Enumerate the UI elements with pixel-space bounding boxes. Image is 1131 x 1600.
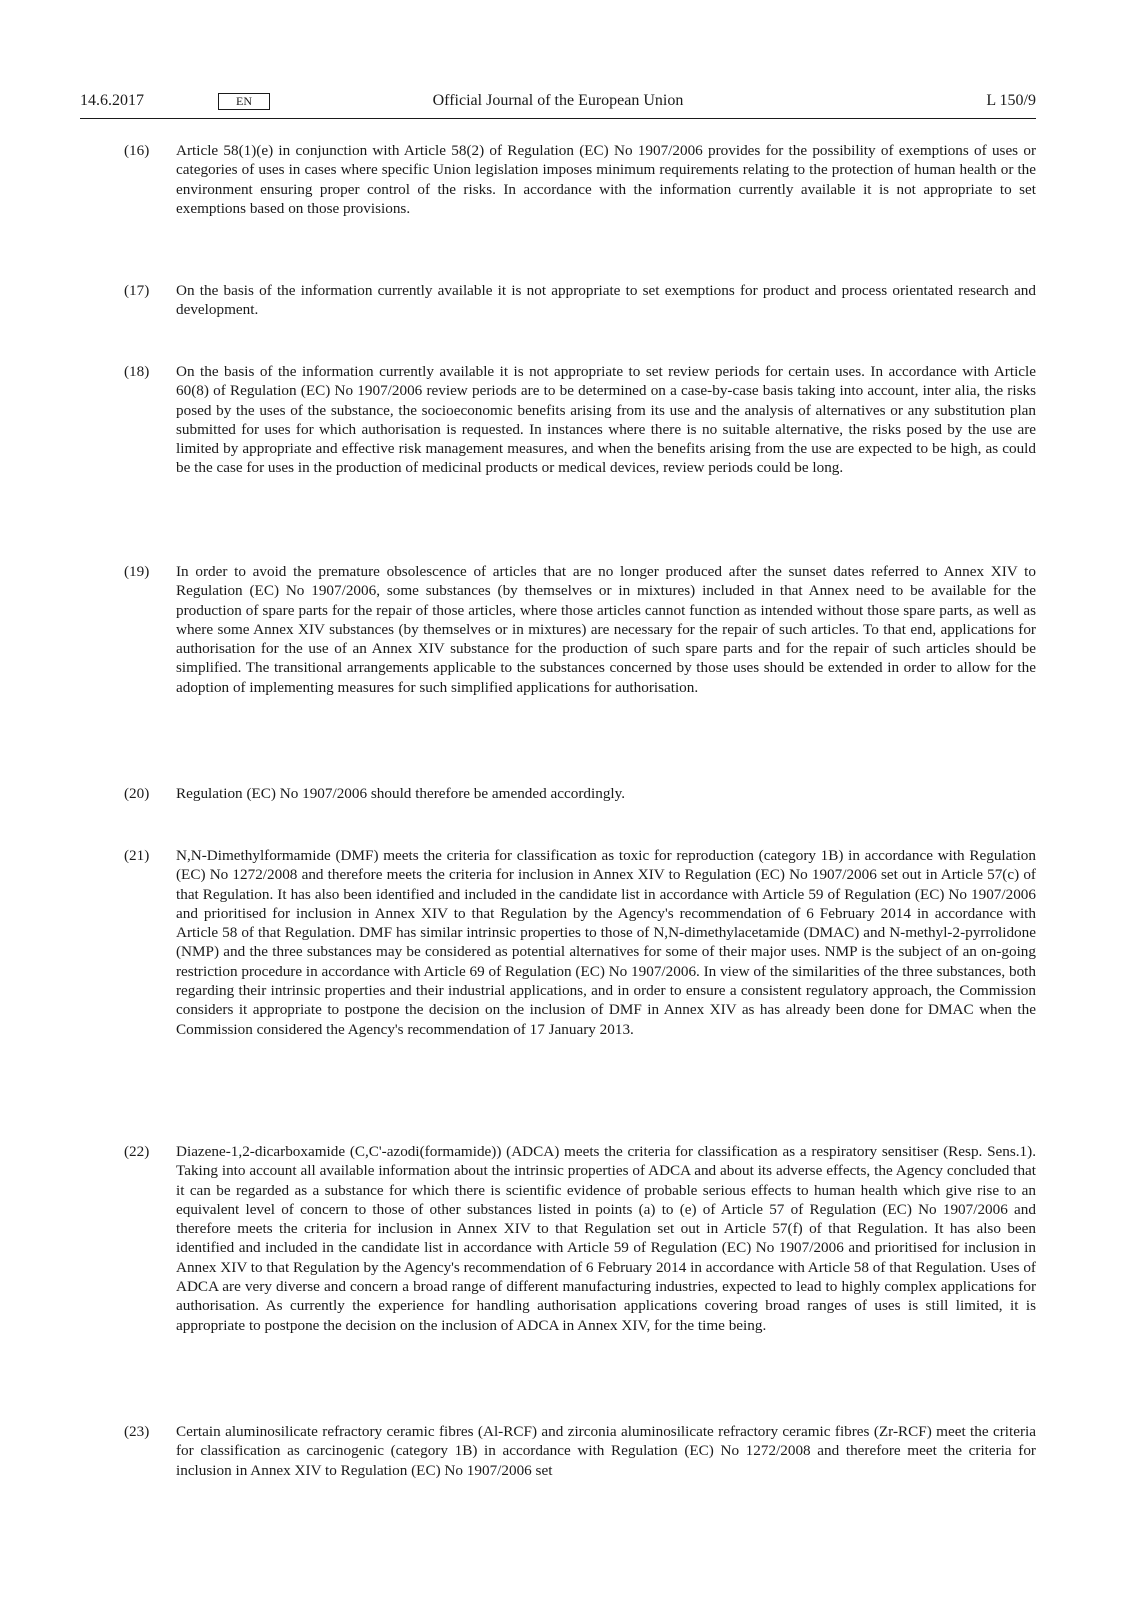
page-header xyxy=(80,92,1036,116)
recital-text: Article 58(1)(e) in conjunction with Article 58(2) of Regulation (EC) No 1907/2006 provides for the possibility of exemptions of uses or categories of uses in cases where specific Union legislation imposes minimum requirements relating to the protection of human health or the environment ensuring proper control of the risks. In accordance with the information currently available it is not appropriate to set exemptions based on those provisions. xyxy=(176,142,1036,217)
recital-text: In order to avoid the premature obsolescence of articles that are no longer produced after the sunset dates referred to Annex XIV to Regulation (EC) No 1907/2006, some substances (by themselves or in mixtures) included in that Annex need to be available for the production of spare parts for the repair of those articles, where those articles cannot function as intended without those spare parts, as well as where some Annex XIV substances (by themselves or in mixtures) are necessary for the repair of such articles. To that end, applications for authorisation for the use of an Annex XIV substance for the production of such spare parts and for the repair of such articles should be simplified. The transitional arrangements applicable to the substances concerned by those uses should be extended in order to allow for the adoption of implementing measures for such simplified applications for authorisation. xyxy=(176,563,1036,696)
recital-21 xyxy=(80,846,1036,1039)
header-rule xyxy=(80,118,1036,119)
publication-date: 14.6.2017 xyxy=(80,92,144,109)
recital-number: (21) xyxy=(124,847,150,864)
recital-number: (19) xyxy=(124,563,150,580)
recital-text: N,N-Dimethylformamide (DMF) meets the criteria for classification as toxic for reproduction (category 1B) in accordance with Regulation (EC) No 1272/2008 and therefore meets the criteria for inclusion in Annex XIV to Regulation (EC) No 1907/2006 set out in Article 57(c) of that Regulation. It has also been identified and included in the candidate list in accordance with Article 59 of Regulation (EC) No 1907/2006 and prioritised for inclusion in Annex XIV to that Regulation by the Agency's recommendation of 6 February 2014 in accordance with Article 58 of that Regulation. DMF has similar intrinsic properties to those of N,N-dimethylacetamide (DMAC) and N-methyl-2-pyrrolidone (NMP) and the three substances may be considered as potential alternatives for some of their major uses. NMP is the subject of an on-going restriction procedure in accordance with Article 69 of Regulation (EC) No 1907/2006. In view of the similarities of the three substances, both regarding their intrinsic properties and their industrial applications, and in order to ensure a consistent regulatory approach, the Commission considers it appropriate to postpone the decision on the inclusion of DMF in Annex XIV as has already been done for DMAC when the Commission considered the Agency's recommendation of 17 January 2013. xyxy=(176,847,1036,1038)
recital-number: (18) xyxy=(124,363,150,380)
page-reference: L 150/9 xyxy=(986,92,1036,109)
recital-23 xyxy=(80,1422,1036,1480)
recital-22 xyxy=(80,1142,1036,1335)
recital-16 xyxy=(80,141,1036,218)
recital-number: (17) xyxy=(124,282,150,299)
recital-19 xyxy=(80,562,1036,697)
recital-number: (16) xyxy=(124,142,150,159)
recital-number: (23) xyxy=(124,1423,150,1440)
journal-title: Official Journal of the European Union xyxy=(432,92,684,109)
recital-number: (22) xyxy=(124,1143,150,1160)
recital-17 xyxy=(80,281,1036,320)
language-badge: EN xyxy=(218,93,270,110)
recital-text: Certain aluminosilicate refractory ceramic fibres (Al-RCF) and zirconia aluminosilicate refractory ceramic fibres (Zr-RCF) meet the criteria for classification as carcinogenic (category 1B) in accordance with Regulation (EC) No 1272/2008 and therefore meet the criteria for inclusion in Annex XIV to Regulation (EC) No 1907/2006 set xyxy=(176,1423,1036,1479)
recital-18 xyxy=(80,362,1036,478)
recital-number: (20) xyxy=(124,785,150,802)
recital-text: Regulation (EC) No 1907/2006 should therefore be amended accordingly. xyxy=(176,785,626,802)
recital-text: On the basis of the information currently available it is not appropriate to set exemptions for product and process orientated research and development. xyxy=(176,282,1036,319)
recital-text: On the basis of the information currently available it is not appropriate to set review periods for certain uses. In accordance with Article 60(8) of Regulation (EC) No 1907/2006 review periods are to be determined on a case-by-case basis taking into account, inter alia, the risks posed by the uses of the substance, the socioeconomic benefits arising from its use and the analysis of alternatives or any substitution plan submitted for uses for which authorisation is requested. In instances where there is no suitable alternative, the risks posed by the use are limited by appropriate and effective risk management measures, and when the benefits arising from the use are expected to be high, as could be the case for uses in the production of medicinal products or medical devices, review periods could be long. xyxy=(176,363,1036,477)
recital-20 xyxy=(80,784,1036,803)
recital-text: Diazene-1,2-dicarboxamide (C,C'-azodi(formamide)) (ADCA) meets the criteria for classification as a respiratory sensitiser (Resp. Sens.1). Taking into account all available information about the intrinsic properties of ADCA and about its adverse effects, the Agency concluded that it can be regarded as a substance for which there is scientific evidence of probable serious effects to human health which give rise to an equivalent level of concern to those of other substances listed in points (a) to (e) of Article 57 of Regulation (EC) No 1907/2006 and therefore meets the criteria for inclusion in Annex XIV to that Regulation set out in Article 57(f) of that Regulation. It has also been identified and included in the candidate list in accordance with Article 59 of Regulation (EC) No 1907/2006 and prioritised for inclusion in Annex XIV to that Regulation by the Agency's recommendation of 6 February 2014 in accordance with Article 58 of that Regulation. Uses of ADCA are very diverse and concern a broad range of different manufacturing industries, expected to lead to highly complex applications for authorisation. As currently the experience for handling authorisation applications covering broad ranges of uses is still limited, it is appropriate to postpone the decision on the inclusion of ADCA in Annex XIV, for the time being. xyxy=(176,1143,1036,1334)
